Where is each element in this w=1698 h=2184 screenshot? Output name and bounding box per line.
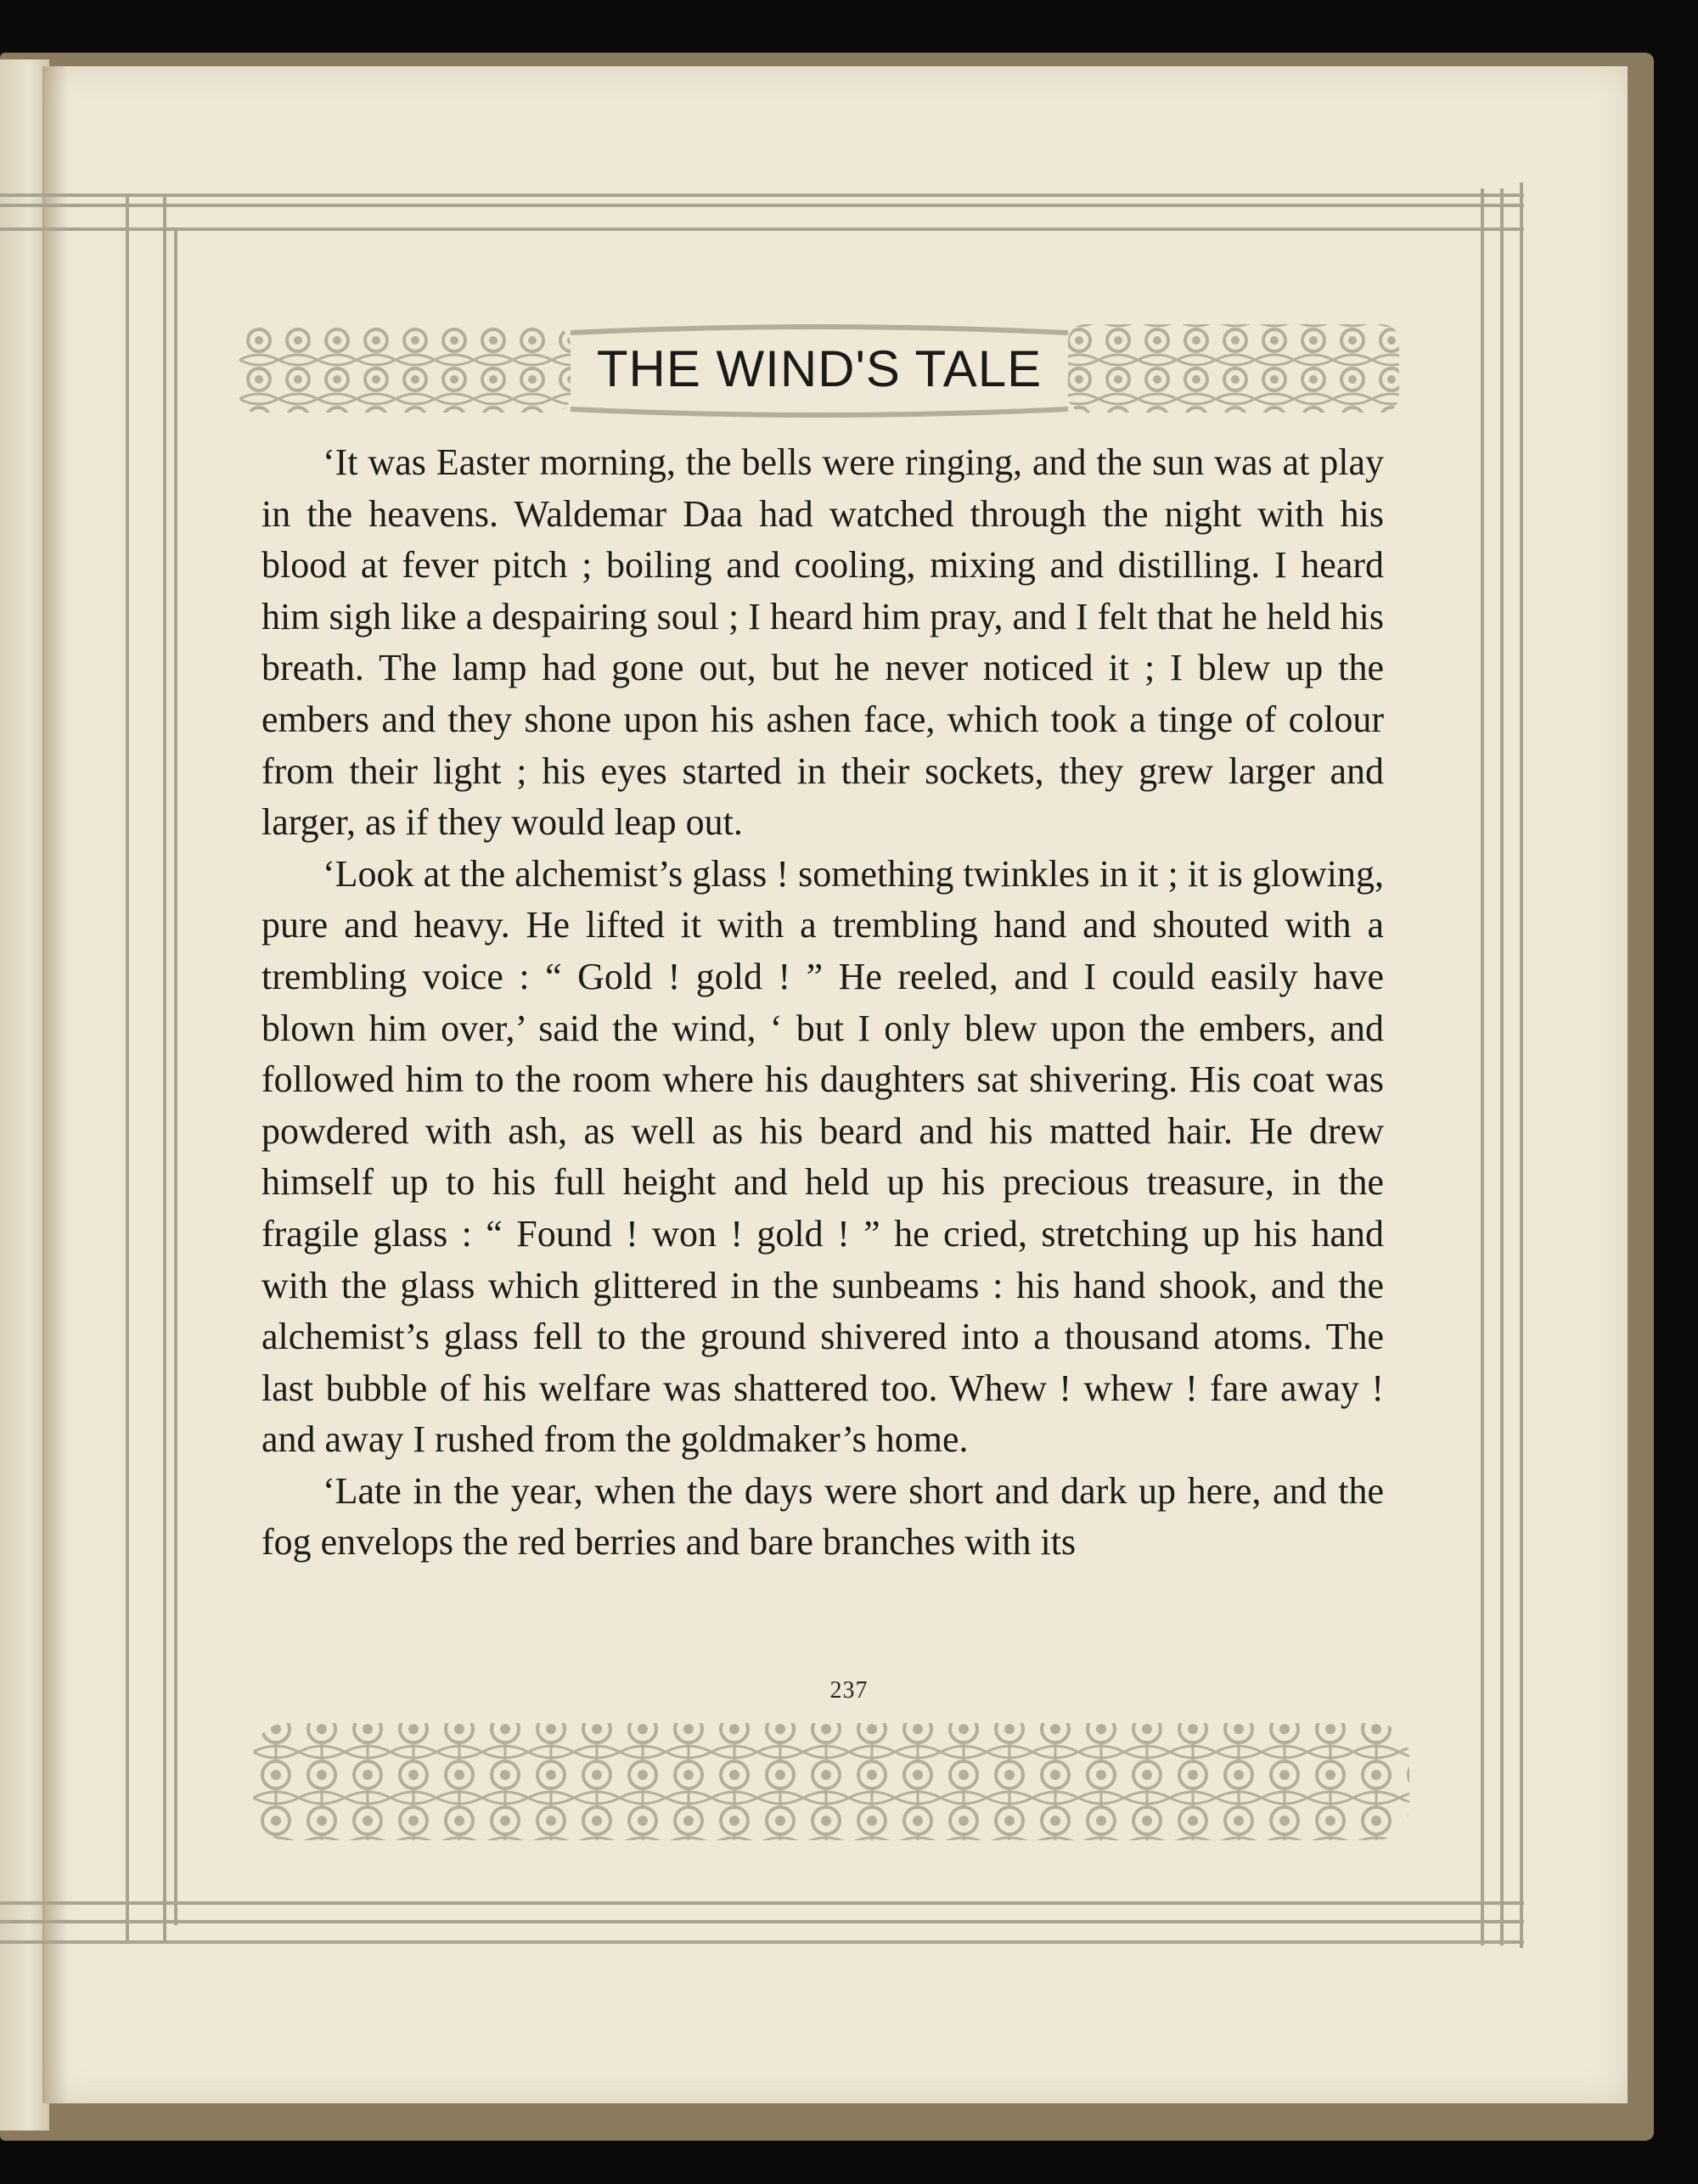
page-title: THE WIND'S TALE xyxy=(239,340,1399,398)
bottom-ornament-band xyxy=(253,1706,1409,1844)
body-text xyxy=(261,437,1384,1569)
title-ornament-band xyxy=(239,321,1399,418)
paragraph-2: ‘Look at the alchemist’s glass ! something twinkles in it ; it is glowing, pure and heavy. He lifted it with a trembling hand and shouted with a trembling voice : “ Gold ! gold ! ” He reeled, and I could easily have blown him over,’ said the wind, ‘ but I only blew upon the embers, and followed him to the room where his daughters sat shivering. His coat was powdered with ash, as well as his beard and his matted hair. He drew himself up to his full height and held up his precious treasure, in the fragile glass : “ Found ! won ! gold ! ” he cried, stretching up his hand with the glass which glittered in the sunbeams : his hand shook, and the alchemist’s glass fell to the ground shivered into a thousand atoms. The last bubble of his welfare was shattered too. Whew ! whew ! fare away ! and away I rushed from the goldmaker’s home. xyxy=(261,852,1384,1461)
page-gutter-shadow xyxy=(42,66,68,2103)
bottom-ornament-icon xyxy=(253,1706,1409,1840)
page-number: 237 xyxy=(829,1677,869,1704)
paragraph-1: ‘It was Easter morning, the bells were ringing, and the sun was at play in the heavens. Waldemar Daa had watched through the night with his blood at fever pitch ; boiling and cooling, mixing and distilling. I heard him sigh like a despairing soul ; I heard him pray, and I felt that he held his breath. The lamp had gone out, but he never noticed it ; I blew up the embers and they shone upon his ashen face, which took a tinge of colour from their light ; his eyes started in their sockets, they grew larger and larger, as if they would leap out. xyxy=(261,441,1384,844)
paragraph-3: ‘Late in the year, when the days were short and dark up here, and the fog envelops the red berries and bare branches with its xyxy=(261,1469,1384,1564)
